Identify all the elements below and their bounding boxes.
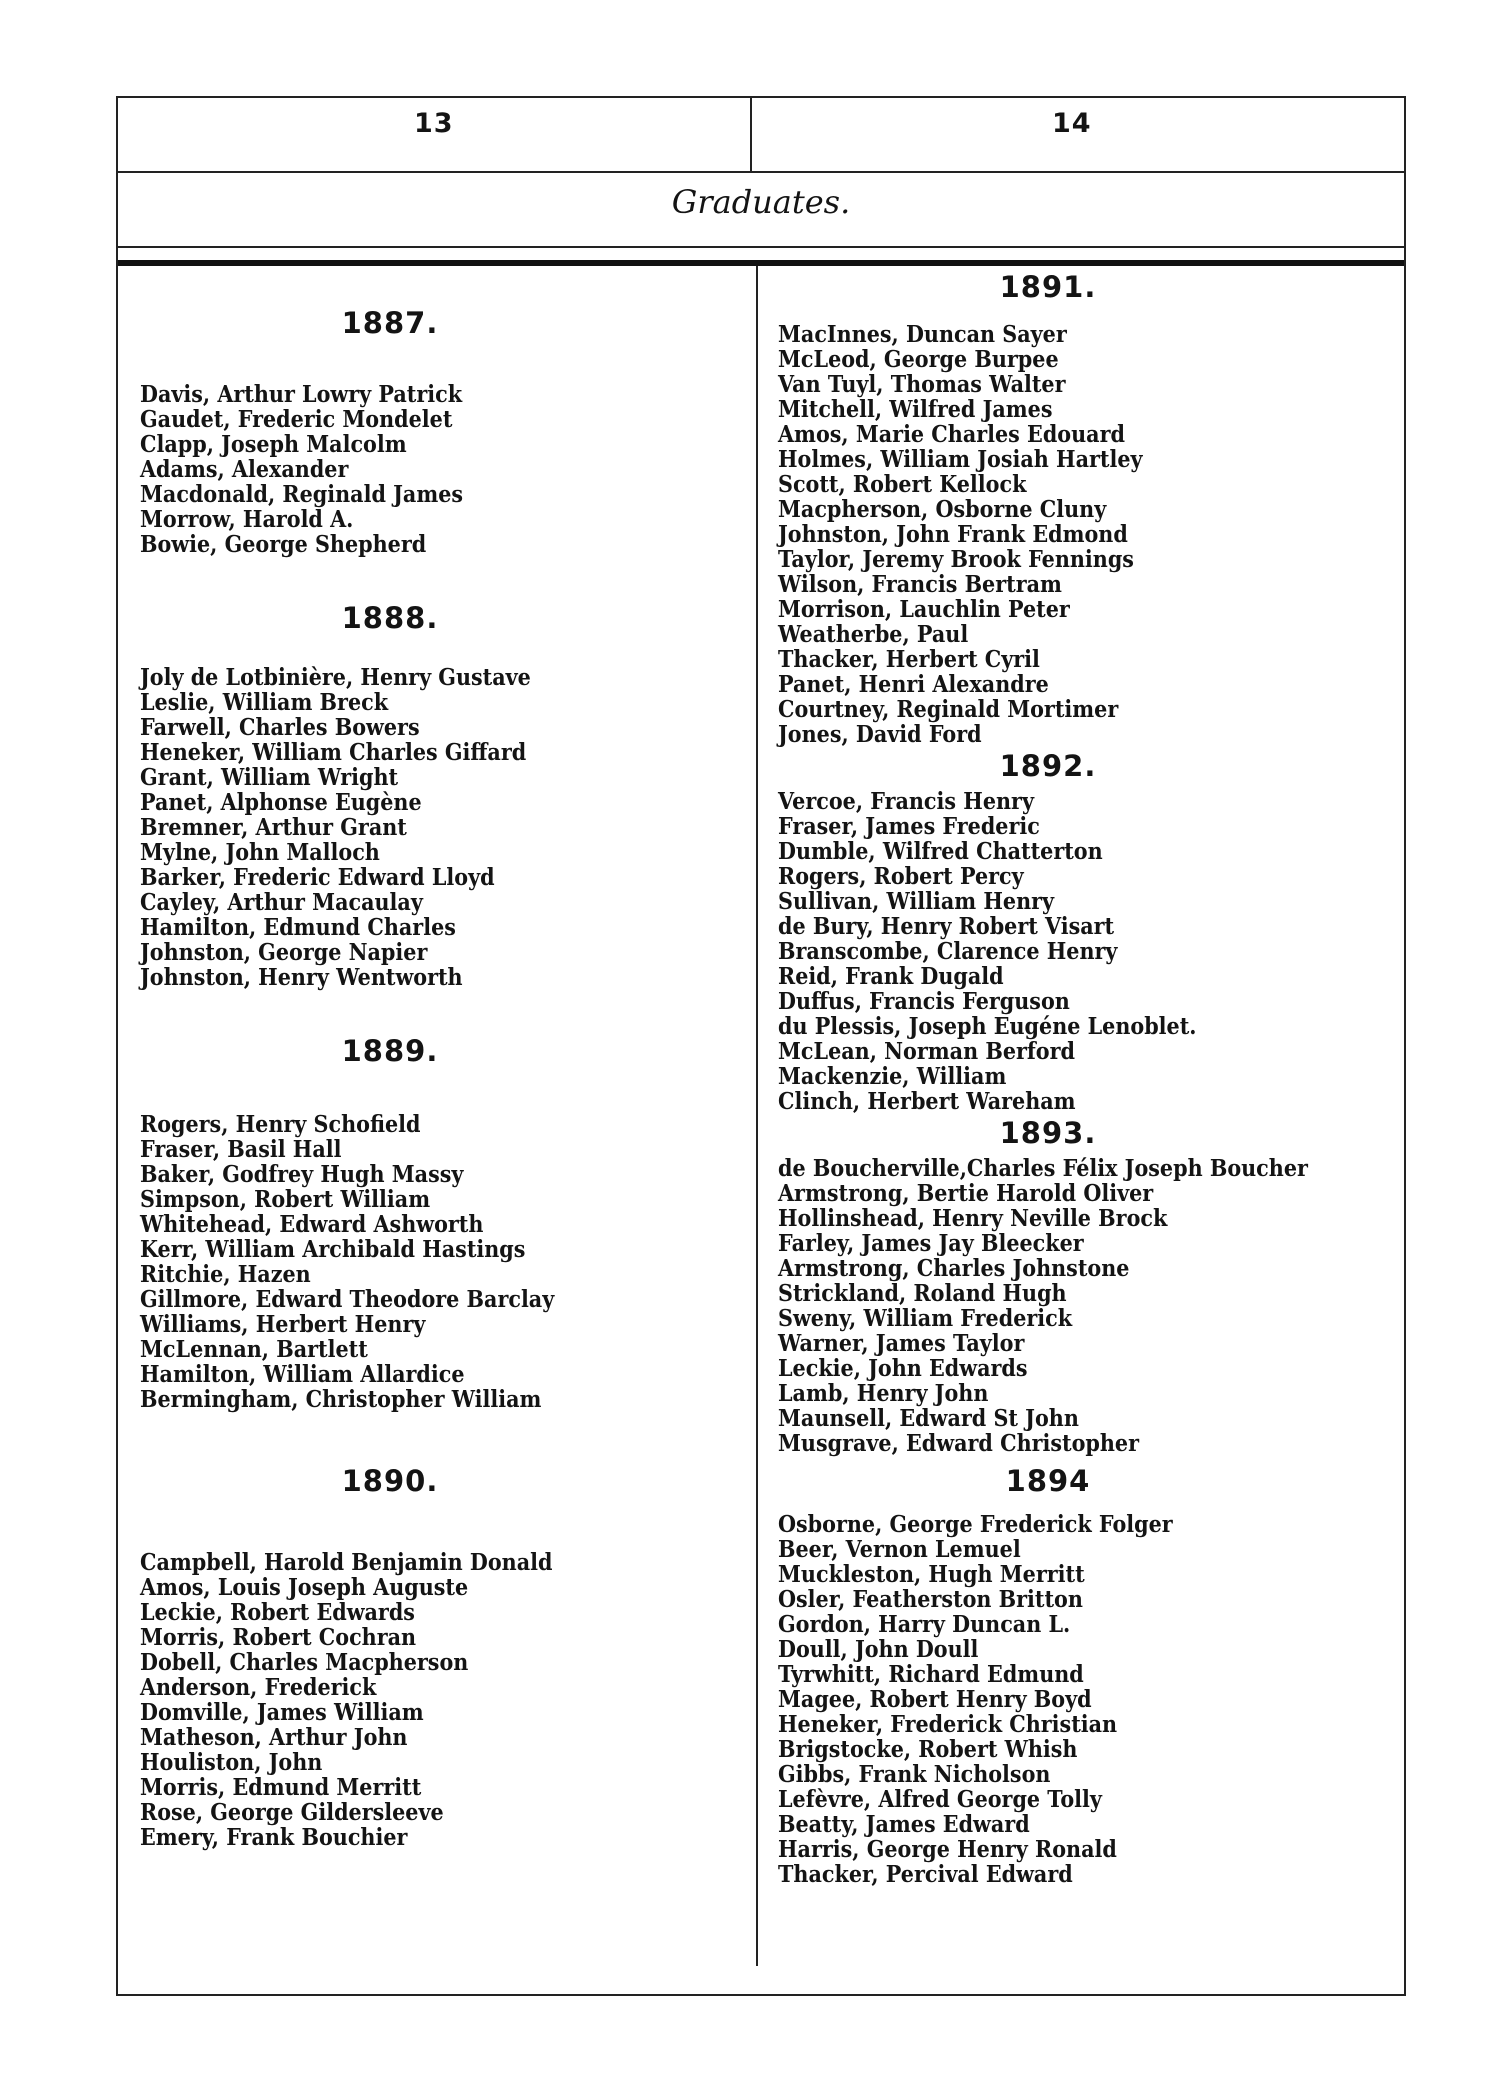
list-item: Morris, Edmund Merritt <box>140 1774 422 1801</box>
graduate-list <box>778 322 1398 747</box>
list-item: Macdonald, Reginald James <box>140 481 464 508</box>
list-item: Fraser, James Frederic <box>778 813 1040 840</box>
list-item: Anderson, Frederick <box>140 1674 377 1701</box>
list-item: Mylne, John Malloch <box>140 839 380 866</box>
list-item: Armstrong, Bertie Harold Oliver <box>778 1180 1154 1207</box>
thick-rule <box>118 260 1404 266</box>
list-item: Duffus, Francis Ferguson <box>778 988 1070 1015</box>
list-item: Heneker, Frederick Christian <box>778 1711 1118 1738</box>
list-item: Houliston, John <box>140 1749 323 1776</box>
list-item: Domville, James William <box>140 1699 424 1726</box>
list-item: Dobell, Charles Macpherson <box>140 1649 469 1676</box>
year-heading: 1893. <box>999 1116 1097 1150</box>
list-item: Simpson, Robert William <box>140 1186 431 1213</box>
list-item: Beatty, James Edward <box>778 1811 1030 1838</box>
list-item: Johnston, John Frank Edmond <box>778 521 1128 548</box>
list-item: Morris, Robert Cochran <box>140 1624 417 1651</box>
list-item: Lefèvre, Alfred George Tolly <box>778 1786 1102 1813</box>
list-item: Gillmore, Edward Theodore Barclay <box>140 1286 555 1313</box>
list-item: Hamilton, William Allardice <box>140 1361 465 1388</box>
list-item: Osler, Featherston Britton <box>778 1586 1083 1613</box>
list-item: Leckie, Robert Edwards <box>140 1599 415 1626</box>
year-block <box>778 1116 1398 1456</box>
year-block <box>778 749 1398 1114</box>
list-item: Johnston, George Napier <box>140 939 428 966</box>
list-item: du Plessis, Joseph Eugéne Lenoblet. <box>778 1013 1197 1040</box>
list-item: Warner, James Taylor <box>778 1330 1025 1357</box>
year-heading: 1891. <box>999 270 1097 304</box>
list-item: Scott, Robert Kellock <box>778 471 1027 498</box>
list-item: Ritchie, Hazen <box>140 1261 311 1288</box>
list-item: Johnston, Henry Wentworth <box>140 964 463 991</box>
list-item: Clinch, Herbert Wareham <box>778 1088 1076 1115</box>
list-item: Magee, Robert Henry Boyd <box>778 1686 1092 1713</box>
list-item: Adams, Alexander <box>140 456 349 483</box>
list-item: Cayley, Arthur Macaulay <box>140 889 423 916</box>
list-item: Gibbs, Frank Nicholson <box>778 1761 1051 1788</box>
list-item: Heneker, William Charles Giffard <box>140 739 527 766</box>
header-rule <box>118 171 1404 173</box>
list-item: Campbell, Harold Benjamin Donald <box>140 1549 553 1576</box>
year-block <box>140 601 740 990</box>
list-item: Musgrave, Edward Christopher <box>778 1430 1140 1457</box>
list-item: Brigstocke, Robert Whish <box>778 1736 1078 1763</box>
list-item: Harris, George Henry Ronald <box>778 1836 1117 1863</box>
year-heading: 1887. <box>341 306 439 340</box>
list-item: Leckie, John Edwards <box>778 1355 1028 1382</box>
list-item: Holmes, William Josiah Hartley <box>778 446 1143 473</box>
list-item: Weatherbe, Paul <box>778 621 969 648</box>
graduate-list <box>778 1156 1398 1456</box>
list-item: McLeod, George Burpee <box>778 346 1059 373</box>
list-item: Gordon, Harry Duncan L. <box>778 1611 1071 1638</box>
list-item: Doull, John Doull <box>778 1636 979 1663</box>
year-block <box>140 1034 740 1412</box>
list-item: Sweny, William Frederick <box>778 1305 1073 1332</box>
list-item: Thacker, Percival Edward <box>778 1861 1073 1888</box>
list-item: Maunsell, Edward St John <box>778 1405 1079 1432</box>
list-item: Bremner, Arthur Grant <box>140 814 407 841</box>
list-item: Tyrwhitt, Richard Edmund <box>778 1661 1084 1688</box>
year-block <box>778 1464 1398 1887</box>
list-item: Morrow, Harold A. <box>140 506 354 533</box>
list-item: Davis, Arthur Lowry Patrick <box>140 381 463 408</box>
year-heading: 1892. <box>999 749 1097 783</box>
list-item: Grant, William Wright <box>140 764 399 791</box>
list-item: Baker, Godfrey Hugh Massy <box>140 1161 464 1188</box>
year-block <box>140 1464 740 1850</box>
list-item: Strickland, Roland Hugh <box>778 1280 1067 1307</box>
list-item: Dumble, Wilfred Chatterton <box>778 838 1103 865</box>
year-block <box>778 270 1398 747</box>
list-item: MacInnes, Duncan Sayer <box>778 321 1067 348</box>
year-heading: 1889. <box>341 1034 439 1068</box>
list-item: Rogers, Robert Percy <box>778 863 1024 890</box>
list-item: Morrison, Lauchlin Peter <box>778 596 1070 623</box>
list-item: Beer, Vernon Lemuel <box>778 1536 1021 1563</box>
list-item: Emery, Frank Bouchier <box>140 1824 408 1851</box>
list-item: de Bury, Henry Robert Visart <box>778 913 1115 940</box>
list-item: Van Tuyl, Thomas Walter <box>778 371 1066 398</box>
list-item: Thacker, Herbert Cyril <box>778 646 1040 673</box>
list-item: Matheson, Arthur John <box>140 1724 408 1751</box>
right-column <box>778 270 1398 1887</box>
graduate-list <box>140 665 740 990</box>
list-item: Leslie, William Breck <box>140 689 389 716</box>
header-divider <box>750 98 752 172</box>
list-item: Taylor, Jeremy Brook Fennings <box>778 546 1134 573</box>
list-item: Amos, Louis Joseph Auguste <box>140 1574 469 1601</box>
list-item: Bermingham, Christopher William <box>140 1386 542 1413</box>
list-item: McLennan, Bartlett <box>140 1336 368 1363</box>
list-item: Mitchell, Wilfred James <box>778 396 1053 423</box>
list-item: Mackenzie, William <box>778 1063 1007 1090</box>
section-title: Graduates. <box>671 183 851 221</box>
list-item: Hollinshead, Henry Neville Brock <box>778 1205 1168 1232</box>
graduate-list <box>778 789 1398 1114</box>
list-item: de Boucherville,Charles Félix Joseph Boucher <box>778 1155 1308 1182</box>
list-item: Jones, David Ford <box>778 721 982 748</box>
list-item: Farwell, Charles Bowers <box>140 714 420 741</box>
graduate-list <box>140 1112 740 1412</box>
year-heading: 1890. <box>341 1464 439 1498</box>
list-item: Kerr, William Archibald Hastings <box>140 1236 526 1263</box>
list-item: Fraser, Basil Hall <box>140 1136 342 1163</box>
list-item: Amos, Marie Charles Edouard <box>778 421 1125 448</box>
list-item: Hamilton, Edmund Charles <box>140 914 456 941</box>
list-item: Branscombe, Clarence Henry <box>778 938 1118 965</box>
title-rule <box>118 246 1404 248</box>
list-item: Rose, George Gildersleeve <box>140 1799 444 1826</box>
list-item: Clapp, Joseph Malcolm <box>140 431 407 458</box>
list-item: Panet, Henri Alexandre <box>778 671 1049 698</box>
list-item: Wilson, Francis Bertram <box>778 571 1062 598</box>
list-item: Rogers, Henry Schofield <box>140 1111 421 1138</box>
year-block <box>140 306 740 557</box>
list-item: Bowie, George Shepherd <box>140 531 427 558</box>
list-item: Gaudet, Frederic Mondelet <box>140 406 453 433</box>
list-item: Osborne, George Frederick Folger <box>778 1511 1173 1538</box>
graduate-list <box>140 382 740 557</box>
list-item: Lamb, Henry John <box>778 1380 989 1407</box>
list-item: Farley, James Jay Bleecker <box>778 1230 1084 1257</box>
list-item: McLean, Norman Berford <box>778 1038 1075 1065</box>
list-item: Vercoe, Francis Henry <box>778 788 1034 815</box>
list-item: Joly de Lotbinière, Henry Gustave <box>140 664 531 691</box>
year-heading: 1894 <box>1005 1464 1091 1498</box>
list-item: Sullivan, William Henry <box>778 888 1055 915</box>
page-number-right: 14 <box>1052 108 1092 139</box>
list-item: Williams, Herbert Henry <box>140 1311 426 1338</box>
list-item: Muckleston, Hugh Merritt <box>778 1561 1085 1588</box>
year-heading: 1888. <box>341 601 439 635</box>
page-number-left: 13 <box>414 108 454 139</box>
list-item: Whitehead, Edward Ashworth <box>140 1211 484 1238</box>
graduate-list <box>778 1512 1398 1887</box>
left-column <box>140 270 740 1850</box>
list-item: Reid, Frank Dugald <box>778 963 1004 990</box>
list-item: Barker, Frederic Edward Lloyd <box>140 864 495 891</box>
column-divider <box>756 266 758 1966</box>
graduate-list <box>140 1550 740 1850</box>
list-item: Armstrong, Charles Johnstone <box>778 1255 1130 1282</box>
list-item: Macpherson, Osborne Cluny <box>778 496 1107 523</box>
list-item: Courtney, Reginald Mortimer <box>778 696 1119 723</box>
list-item: Panet, Alphonse Eugène <box>140 789 422 816</box>
